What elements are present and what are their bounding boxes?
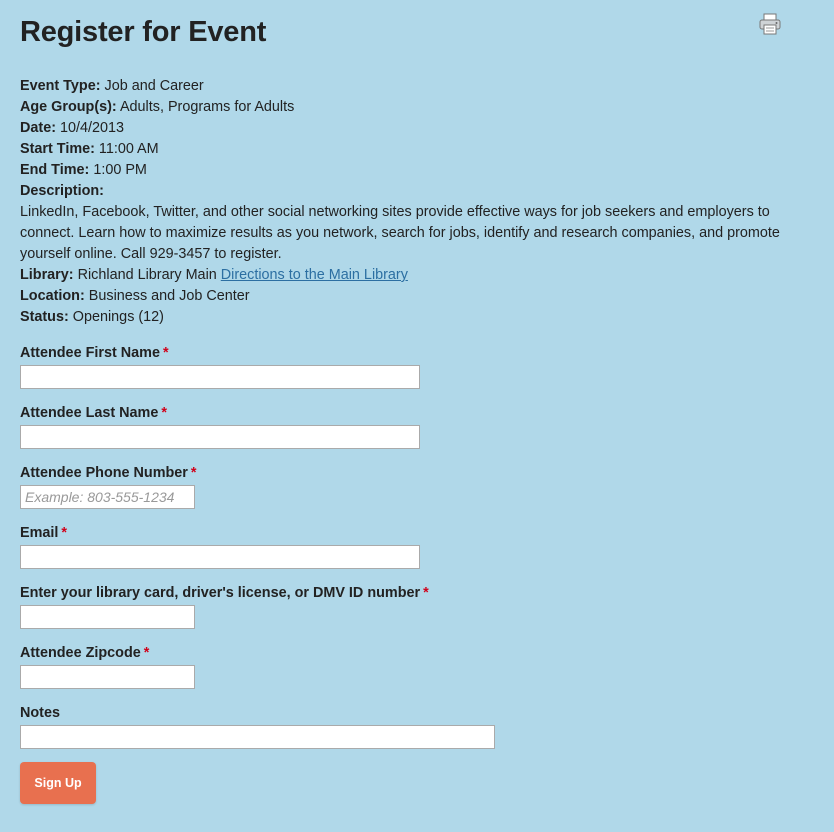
email-label: Email * [20,525,68,541]
location-row [20,286,810,307]
email-group [20,524,420,569]
date-value: 10/4/2013 [59,120,125,136]
start-time-value: 11:00 AM [98,141,159,157]
required-mark: * [162,345,169,361]
event-type-value: Job and Career [104,78,204,94]
age-group-label: Age Group(s): [20,99,117,115]
description-label-row [20,181,810,202]
first-name-label: Attendee First Name * [20,345,169,361]
library-value: Richland Library Main [77,267,217,283]
email-input[interactable] [20,545,420,569]
age-group-value: Adults, Programs for Adults [119,99,295,115]
notes-group [20,704,495,749]
required-mark: * [143,645,150,661]
description-text: LinkedIn, Facebook, Twitter, and other social networking sites provide effective ways for job seekers and employers to connect. Learn how to maximize results as you network, search for jobs, identify and research companies, and promote yourself online. Call 929-3457 to register. [20,204,780,262]
print-icon[interactable] [758,12,782,36]
first-name-group [20,344,420,389]
end-time-label: End Time: [20,162,90,178]
page-title: Register for Event [20,16,267,48]
zipcode-group [20,644,195,689]
date-label: Date: [20,120,56,136]
last-name-label: Attendee Last Name * [20,405,167,421]
id-number-group [20,584,429,629]
start-time-label: Start Time: [20,141,95,157]
age-group-row [20,97,810,118]
id-number-input[interactable] [20,605,195,629]
zipcode-label: Attendee Zipcode * [20,645,150,661]
end-time-row [20,160,810,181]
description-label: Description: [20,183,104,199]
sign-up-button[interactable]: Sign Up [20,762,96,804]
event-type-label: Event Type: [20,78,101,94]
status-label: Status: [20,309,69,325]
location-value: Business and Job Center [88,288,250,304]
start-time-row [20,139,810,160]
phone-label: Attendee Phone Number * [20,465,197,481]
id-number-label: Enter your library card, driver's license, or DMV ID number * [20,585,429,601]
required-mark: * [190,465,197,481]
location-label: Location: [20,288,85,304]
notes-label: Notes [20,705,60,721]
required-mark: * [423,585,429,601]
directions-link[interactable]: Directions to the Main Library [220,267,408,283]
status-value: Openings (12) [72,309,164,325]
last-name-group [20,404,420,449]
phone-group [20,464,197,509]
first-name-input[interactable] [20,365,420,389]
event-details [20,76,810,328]
required-mark: * [161,405,167,421]
end-time-value: 1:00 PM [93,162,147,178]
library-row [20,265,810,286]
date-row [20,118,810,139]
last-name-input[interactable] [20,425,420,449]
event-type-row [20,76,810,97]
required-mark: * [61,525,68,541]
zipcode-input[interactable] [20,665,195,689]
library-label: Library: [20,267,74,283]
status-row [20,307,810,328]
phone-input[interactable] [20,485,195,509]
notes-input[interactable] [20,725,495,749]
